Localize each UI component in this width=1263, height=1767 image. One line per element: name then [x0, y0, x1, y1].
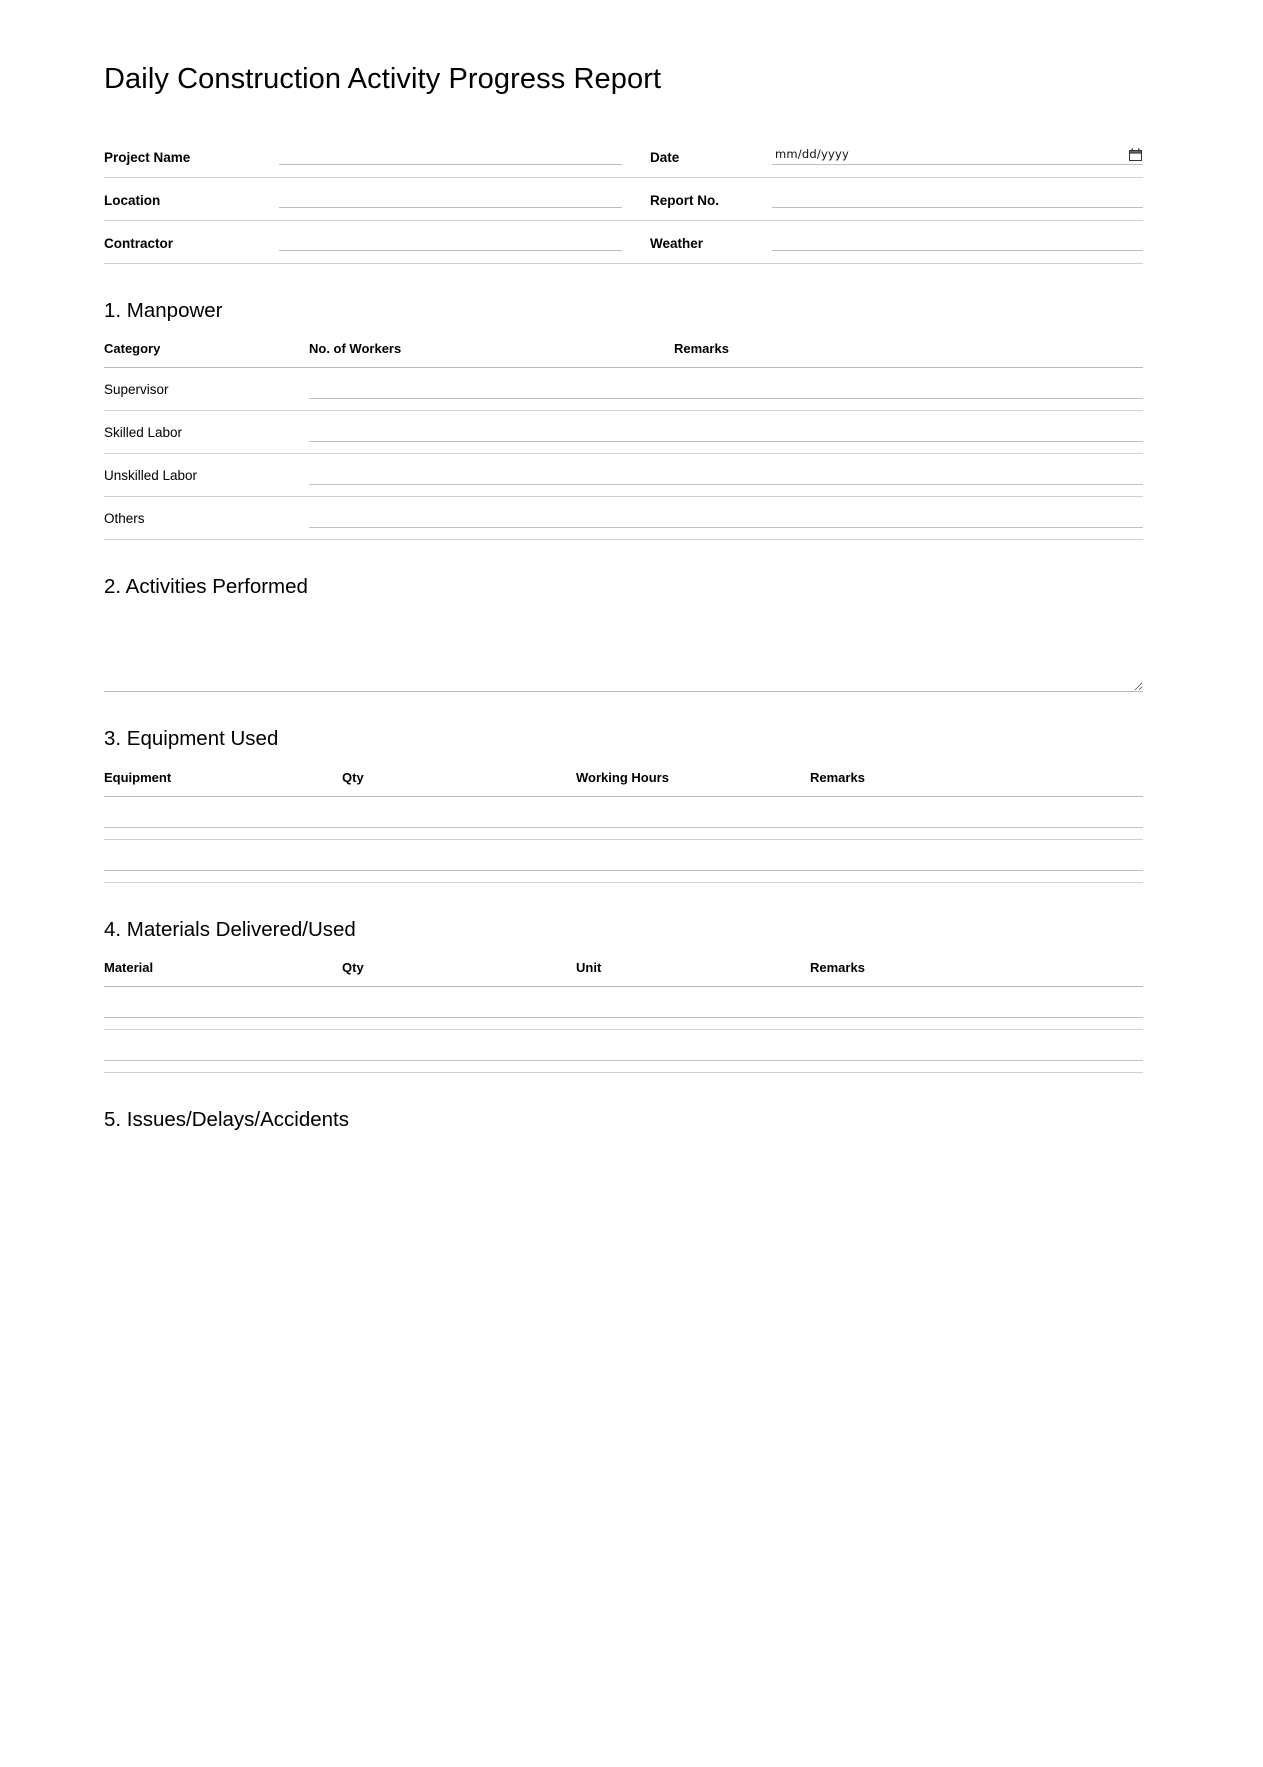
- manpower-cell-remarks-others: [674, 497, 1143, 540]
- manpower-cell-workers-others: [309, 497, 674, 540]
- equipment-cell-remarks-2: [810, 839, 1143, 882]
- manpower-remarks-input-others[interactable]: [674, 509, 1143, 528]
- manpower-workers-input-skilled-labor[interactable]: [309, 423, 674, 442]
- equipment-hours-input-1[interactable]: [576, 809, 810, 828]
- equipment-cell-hours-2: [576, 839, 810, 882]
- equipment-hours-input-2[interactable]: [576, 852, 810, 871]
- manpower-cell-remarks-skilled-labor: [674, 411, 1143, 454]
- materials-unit-input-1[interactable]: [576, 999, 810, 1018]
- materials-table: [104, 960, 1143, 1073]
- materials-cell-qty-2: [342, 1030, 576, 1073]
- manpower-row-label-unskilled-labor: Unskilled Labor: [104, 454, 309, 497]
- materials-cell-material-1: [104, 987, 342, 1030]
- label-weather: Weather: [634, 220, 772, 263]
- table-row: [104, 411, 1143, 454]
- field-cell-contractor: [279, 220, 634, 263]
- materials-remarks-input-1[interactable]: [810, 999, 1143, 1018]
- table-row: [104, 839, 1143, 882]
- materials-cell-unit-1: [576, 987, 810, 1030]
- manpower-cell-workers-skilled-labor: [309, 411, 674, 454]
- label-contractor: Contractor: [104, 220, 279, 263]
- section-issues-delays-accidents: [104, 1107, 1143, 1133]
- section-materials: [104, 917, 1143, 1074]
- label-report-no: Report No.: [634, 177, 772, 220]
- materials-col-remarks: Remarks: [810, 960, 1143, 987]
- section-manpower: [104, 298, 1143, 541]
- equipment-col-working-hours: Working Hours: [576, 770, 810, 797]
- equipment-cell-remarks-1: [810, 796, 1143, 839]
- header-field-row-project-date: [104, 135, 1143, 178]
- equipment-name-input-1[interactable]: [104, 809, 342, 828]
- section-heading-manpower: 1. Manpower: [104, 298, 223, 322]
- manpower-cell-workers-unskilled-labor: [309, 454, 674, 497]
- materials-cell-qty-1: [342, 987, 576, 1030]
- section-heading-issues: 5. Issues/Delays/Accidents: [104, 1108, 349, 1132]
- date-placeholder-text: mm/dd/yyyy: [775, 146, 849, 161]
- table-row: [104, 796, 1143, 839]
- section-heading-equipment: 3. Equipment Used: [104, 727, 279, 751]
- date-input-wrapper: [772, 145, 1143, 165]
- manpower-row-label-others: Others: [104, 497, 309, 540]
- field-cell-location: [279, 177, 634, 220]
- project-name-input[interactable]: [279, 145, 622, 165]
- materials-unit-input-2[interactable]: [576, 1042, 810, 1061]
- contractor-input[interactable]: [279, 231, 622, 251]
- equipment-remarks-input-2[interactable]: [810, 852, 1143, 871]
- header-field-row-contractor-weather: [104, 220, 1143, 263]
- manpower-row-label-supervisor: Supervisor: [104, 368, 309, 411]
- equipment-col-equipment: Equipment: [104, 770, 342, 797]
- date-input[interactable]: [772, 145, 1143, 165]
- equipment-cell-qty-2: [342, 839, 576, 882]
- manpower-workers-input-supervisor[interactable]: [309, 380, 674, 399]
- manpower-workers-input-others[interactable]: [309, 509, 674, 528]
- header-fields-table: [104, 135, 1143, 264]
- field-cell-weather: [772, 220, 1143, 263]
- manpower-cell-workers-supervisor: [309, 368, 674, 411]
- equipment-qty-input-1[interactable]: [342, 809, 576, 828]
- section-heading-activities: 2. Activities Performed: [104, 575, 308, 599]
- header-field-row-location-report: [104, 177, 1143, 220]
- table-row: [104, 497, 1143, 540]
- materials-col-material: Material: [104, 960, 342, 987]
- equipment-name-input-2[interactable]: [104, 852, 342, 871]
- label-date: Date: [634, 135, 772, 178]
- manpower-col-workers: No. of Workers: [309, 341, 674, 368]
- materials-header-row: [104, 960, 1143, 987]
- page-title: Daily Construction Activity Progress Report: [104, 63, 662, 95]
- field-cell-date: [772, 135, 1143, 178]
- table-row: [104, 454, 1143, 497]
- manpower-remarks-input-supervisor[interactable]: [674, 380, 1143, 399]
- materials-qty-input-1[interactable]: [342, 999, 576, 1018]
- label-location: Location: [104, 177, 279, 220]
- manpower-cell-remarks-supervisor: [674, 368, 1143, 411]
- manpower-table: [104, 341, 1143, 540]
- calendar-icon[interactable]: [1129, 148, 1142, 161]
- equipment-col-qty: Qty: [342, 770, 576, 797]
- field-cell-project-name: [279, 135, 634, 178]
- equipment-remarks-input-1[interactable]: [810, 809, 1143, 828]
- equipment-header-row: [104, 770, 1143, 797]
- materials-qty-input-2[interactable]: [342, 1042, 576, 1061]
- manpower-workers-input-unskilled-labor[interactable]: [309, 466, 674, 485]
- materials-col-qty: Qty: [342, 960, 576, 987]
- materials-cell-material-2: [104, 1030, 342, 1073]
- section-activities-performed: [104, 574, 1143, 692]
- equipment-table: [104, 770, 1143, 883]
- manpower-remarks-input-unskilled-labor[interactable]: [674, 466, 1143, 485]
- location-input[interactable]: [279, 188, 622, 208]
- materials-cell-remarks-1: [810, 987, 1143, 1030]
- equipment-cell-qty-1: [342, 796, 576, 839]
- table-row: [104, 368, 1143, 411]
- materials-name-input-1[interactable]: [104, 999, 342, 1018]
- equipment-cell-equipment-2: [104, 839, 342, 882]
- label-project-name: Project Name: [104, 135, 279, 178]
- field-cell-report-no: [772, 177, 1143, 220]
- section-equipment-used: [104, 726, 1143, 883]
- manpower-cell-remarks-unskilled-labor: [674, 454, 1143, 497]
- materials-cell-remarks-2: [810, 1030, 1143, 1073]
- materials-cell-unit-2: [576, 1030, 810, 1073]
- manpower-col-category: Category: [104, 341, 309, 368]
- report-no-input[interactable]: [772, 188, 1143, 208]
- materials-name-input-2[interactable]: [104, 1042, 342, 1061]
- section-heading-materials: 4. Materials Delivered/Used: [104, 917, 356, 941]
- materials-col-unit: Unit: [576, 960, 810, 987]
- equipment-qty-input-2[interactable]: [342, 852, 576, 871]
- materials-remarks-input-2[interactable]: [810, 1042, 1143, 1061]
- manpower-col-remarks: Remarks: [674, 341, 1143, 368]
- manpower-row-label-skilled-labor: Skilled Labor: [104, 411, 309, 454]
- manpower-remarks-input-skilled-labor[interactable]: [674, 423, 1143, 442]
- weather-input[interactable]: [772, 231, 1143, 251]
- equipment-cell-equipment-1: [104, 796, 342, 839]
- equipment-cell-hours-1: [576, 796, 810, 839]
- equipment-col-remarks: Remarks: [810, 770, 1143, 797]
- manpower-header-row: [104, 341, 1143, 368]
- table-row: [104, 987, 1143, 1030]
- table-row: [104, 1030, 1143, 1073]
- activities-performed-textarea[interactable]: [104, 618, 1143, 692]
